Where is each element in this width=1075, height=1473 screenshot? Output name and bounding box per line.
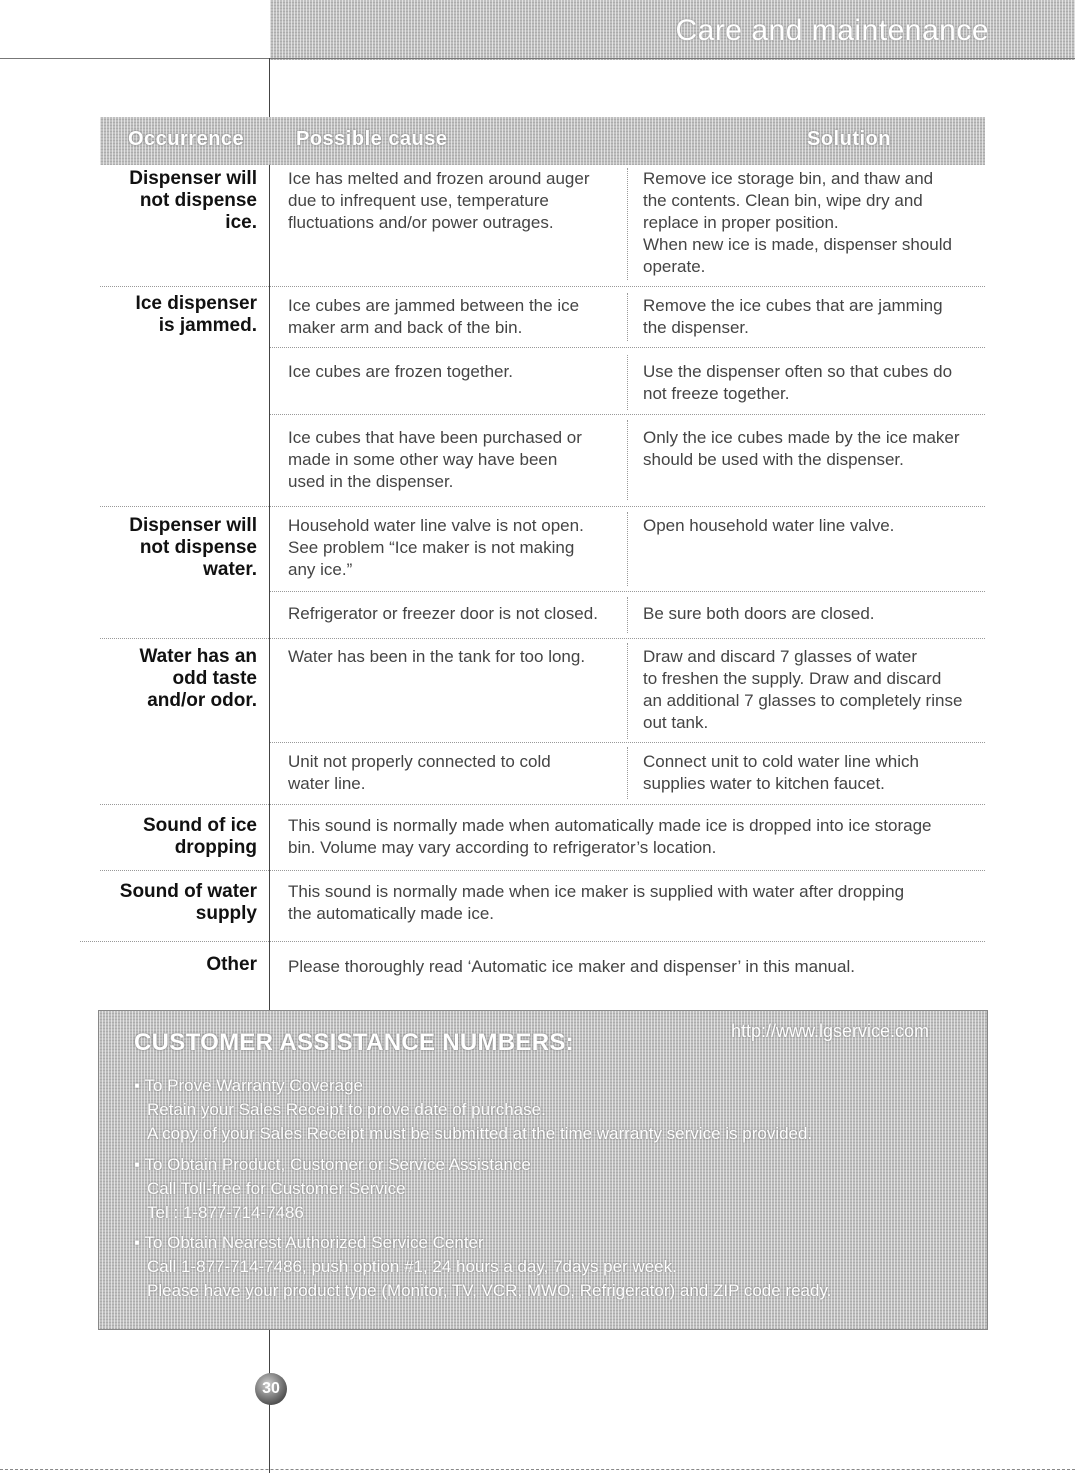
row-divider [100,506,985,507]
occurrence-label: Ice dispenser is jammed. [135,293,257,336]
solution-cell: Only the ice cubes made by the ice maker should be used with the dispenser. [643,428,960,469]
solution-cell: Use the dispenser often so that cubes do not freeze together. [643,362,953,403]
column-header-solution: Solution [807,128,891,150]
top-rule [0,58,1075,59]
assistance-heading-product: ▪ To Obtain Product, Customer or Service Assistance [134,1155,531,1174]
column-header-cause: Possible cause [296,128,448,150]
assistance-text: Retain your Sales Receipt to prove date of purchase. [147,1100,546,1119]
explanation-cell: Please thoroughly read ‘Automatic ice maker and dispenser’ in this manual. [288,957,855,976]
service-website-link[interactable]: http://www.lgservice.com [730,1021,929,1041]
assistance-text: Call Toll-free for Customer Service [147,1179,406,1198]
cause-cell: Refrigerator or freezer door is not closed. [288,604,598,623]
column-header-occurrence: Occurrence [128,128,245,150]
solution-cell: Remove ice storage bin, and thaw and the contents. Clean bin, wipe dry and replace in proper position. When new ice is made, dispenser should operate. [643,169,952,276]
row-divider [270,742,985,743]
column-divider [627,643,628,739]
cause-cell: Household water line valve is not open. See problem “Ice maker is not making any ice.” [288,516,584,579]
solution-cell: Open household water line valve. [643,516,895,535]
occurrence-label: Sound of ice dropping [143,815,257,858]
occurrence-label: Water has an odd taste and/or odor. [139,646,257,711]
cause-cell: Ice cubes are jammed between the ice maker arm and back of the bin. [288,296,580,337]
customer-assistance-box [98,1010,988,1330]
cause-cell: Ice has melted and frozen around auger due to infrequent use, temperature fluctuations and/or power outrages. [288,169,590,232]
assistance-text: Please have your product type (Monitor, TV, VCR, MWO, Refrigerator) and ZIP code ready. [147,1281,832,1300]
solution-cell: Draw and discard 7 glasses of water to freshen the supply. Draw and discard an additional 7 glasses to completely rinse out tank. [643,647,963,732]
assistance-heading-service-center: ▪ To Obtain Nearest Authorized Service Center [134,1233,484,1252]
assistance-phone: Tel : 1-877-714-7486 [147,1203,304,1222]
cause-cell: Unit not properly connected to cold water line. [288,752,551,793]
occurrence-label: Sound of water supply [119,881,257,924]
page-number-badge: 30 [255,1373,287,1405]
explanation-cell: This sound is normally made when automatically made ice is dropped into ice storage bin. Volume may vary according to refrigerator’s location. [288,816,932,857]
section-title: Care and maintenance [675,14,989,47]
column-divider [627,293,628,341]
row-divider [100,804,985,805]
occurrence-label: Dispenser will not dispense ice. [129,168,257,233]
cause-cell: Ice cubes that have been purchased or made in some other way have been used in the dispenser. [288,428,582,491]
solution-cell: Connect unit to cold water line which supplies water to kitchen faucet. [643,752,919,793]
row-divider [100,870,985,871]
occurrence-label: Other [206,954,257,975]
cause-cell: Water has been in the tank for too long. [288,647,586,666]
assistance-heading-warranty: ▪ To Prove Warranty Coverage [134,1076,364,1095]
solution-cell: Be sure both doors are closed. [643,604,875,623]
row-divider [270,347,985,348]
bottom-rule [0,1469,1075,1470]
column-divider [627,355,628,410]
cause-cell: Ice cubes are frozen together. [288,362,513,381]
column-divider [627,747,628,799]
explanation-cell: This sound is normally made when ice maker is supplied with water after dropping the automatically made ice. [288,882,905,923]
occurrence-label: Dispenser will not dispense water. [129,515,257,580]
column-divider [627,512,628,586]
row-divider [80,941,985,942]
header-band [270,0,1075,60]
solution-cell: Remove the ice cubes that are jamming the dispenser. [643,296,943,337]
row-divider [100,638,985,639]
row-divider [270,414,985,415]
row-divider [270,591,985,592]
column-divider [627,597,628,633]
column-divider [627,420,628,500]
assistance-text: Call 1-877-714-7486, push option #1, 24 hours a day, 7days per week. [147,1257,677,1276]
column-divider [627,168,628,280]
row-divider [100,286,985,287]
assistance-title: CUSTOMER ASSISTANCE NUMBERS: [134,1029,574,1056]
table-header [100,117,985,165]
assistance-text: A copy of your Sales Receipt must be submitted at the time warranty service is provided. [147,1124,813,1143]
